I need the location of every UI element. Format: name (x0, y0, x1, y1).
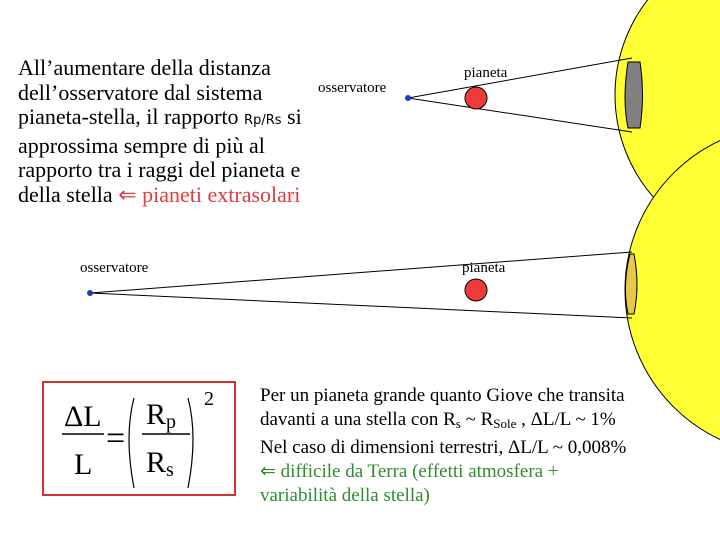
extrasolar-planets-link: pianeti extrasolari (142, 181, 301, 207)
formula-l: L (74, 448, 93, 481)
formula-equals: = (106, 420, 126, 457)
note-line-3: Nel caso di dimensioni terrestri, ΔL/L ~ 0,008% (260, 437, 627, 458)
intro-line-3-text: pianeta-stella, il rapporto (18, 104, 245, 129)
intro-line-6-text: della stella (18, 181, 119, 207)
formula-delta-l: ΔL (64, 400, 102, 433)
intro-line-4: approssima sempre di più al (18, 132, 265, 158)
note-line-4-text: difficile da Terra (effetti atmosfera + (275, 461, 559, 482)
note-line-5: variabilità della stella) (260, 485, 430, 506)
formula-rs (146, 446, 174, 482)
note-line-2-c: , ΔL/L ~ 1% (516, 409, 616, 430)
left-arrow-icon-green: ⇐ (260, 461, 276, 482)
observer-label-bottom: osservatore (80, 260, 149, 276)
formula-exponent: 2 (204, 388, 214, 410)
formula-rp-r: R (146, 398, 167, 431)
left-paren (129, 398, 134, 488)
formula-rs-sub: s (166, 459, 174, 481)
note-line-1: Per un pianeta grande quanto Giove che transita (260, 385, 625, 406)
intro-line-5: rapporto tra i raggi del pianeta e (18, 157, 301, 182)
observer-label-top: osservatore (318, 80, 387, 96)
intro-line-2: dell’osservatore dal sistema (18, 79, 263, 105)
formula-rp-sub: p (166, 411, 177, 433)
ratio-rp-rs: Rp/Rs (244, 113, 282, 128)
intro-line-3-end: si (281, 104, 302, 129)
note-line-2-b: ~ R (460, 409, 494, 430)
note-line-2-a: davanti a una stella con R (260, 409, 456, 430)
transit-note (260, 384, 700, 508)
planet-label-top: pianeta (464, 65, 508, 81)
planet-label-bottom: pianeta (462, 260, 506, 276)
note-sub-s: s (455, 416, 461, 431)
note-sub-sole: Sole (493, 416, 517, 431)
left-arrow-icon: ⇐ (118, 181, 137, 207)
formula-rs-r: R (146, 446, 167, 479)
right-paren (188, 398, 193, 488)
note-line-4 (260, 460, 700, 484)
formula-rp (146, 398, 176, 434)
note-line-2 (260, 408, 700, 436)
intro-line-1: All’aumentare della distanza (18, 55, 271, 80)
